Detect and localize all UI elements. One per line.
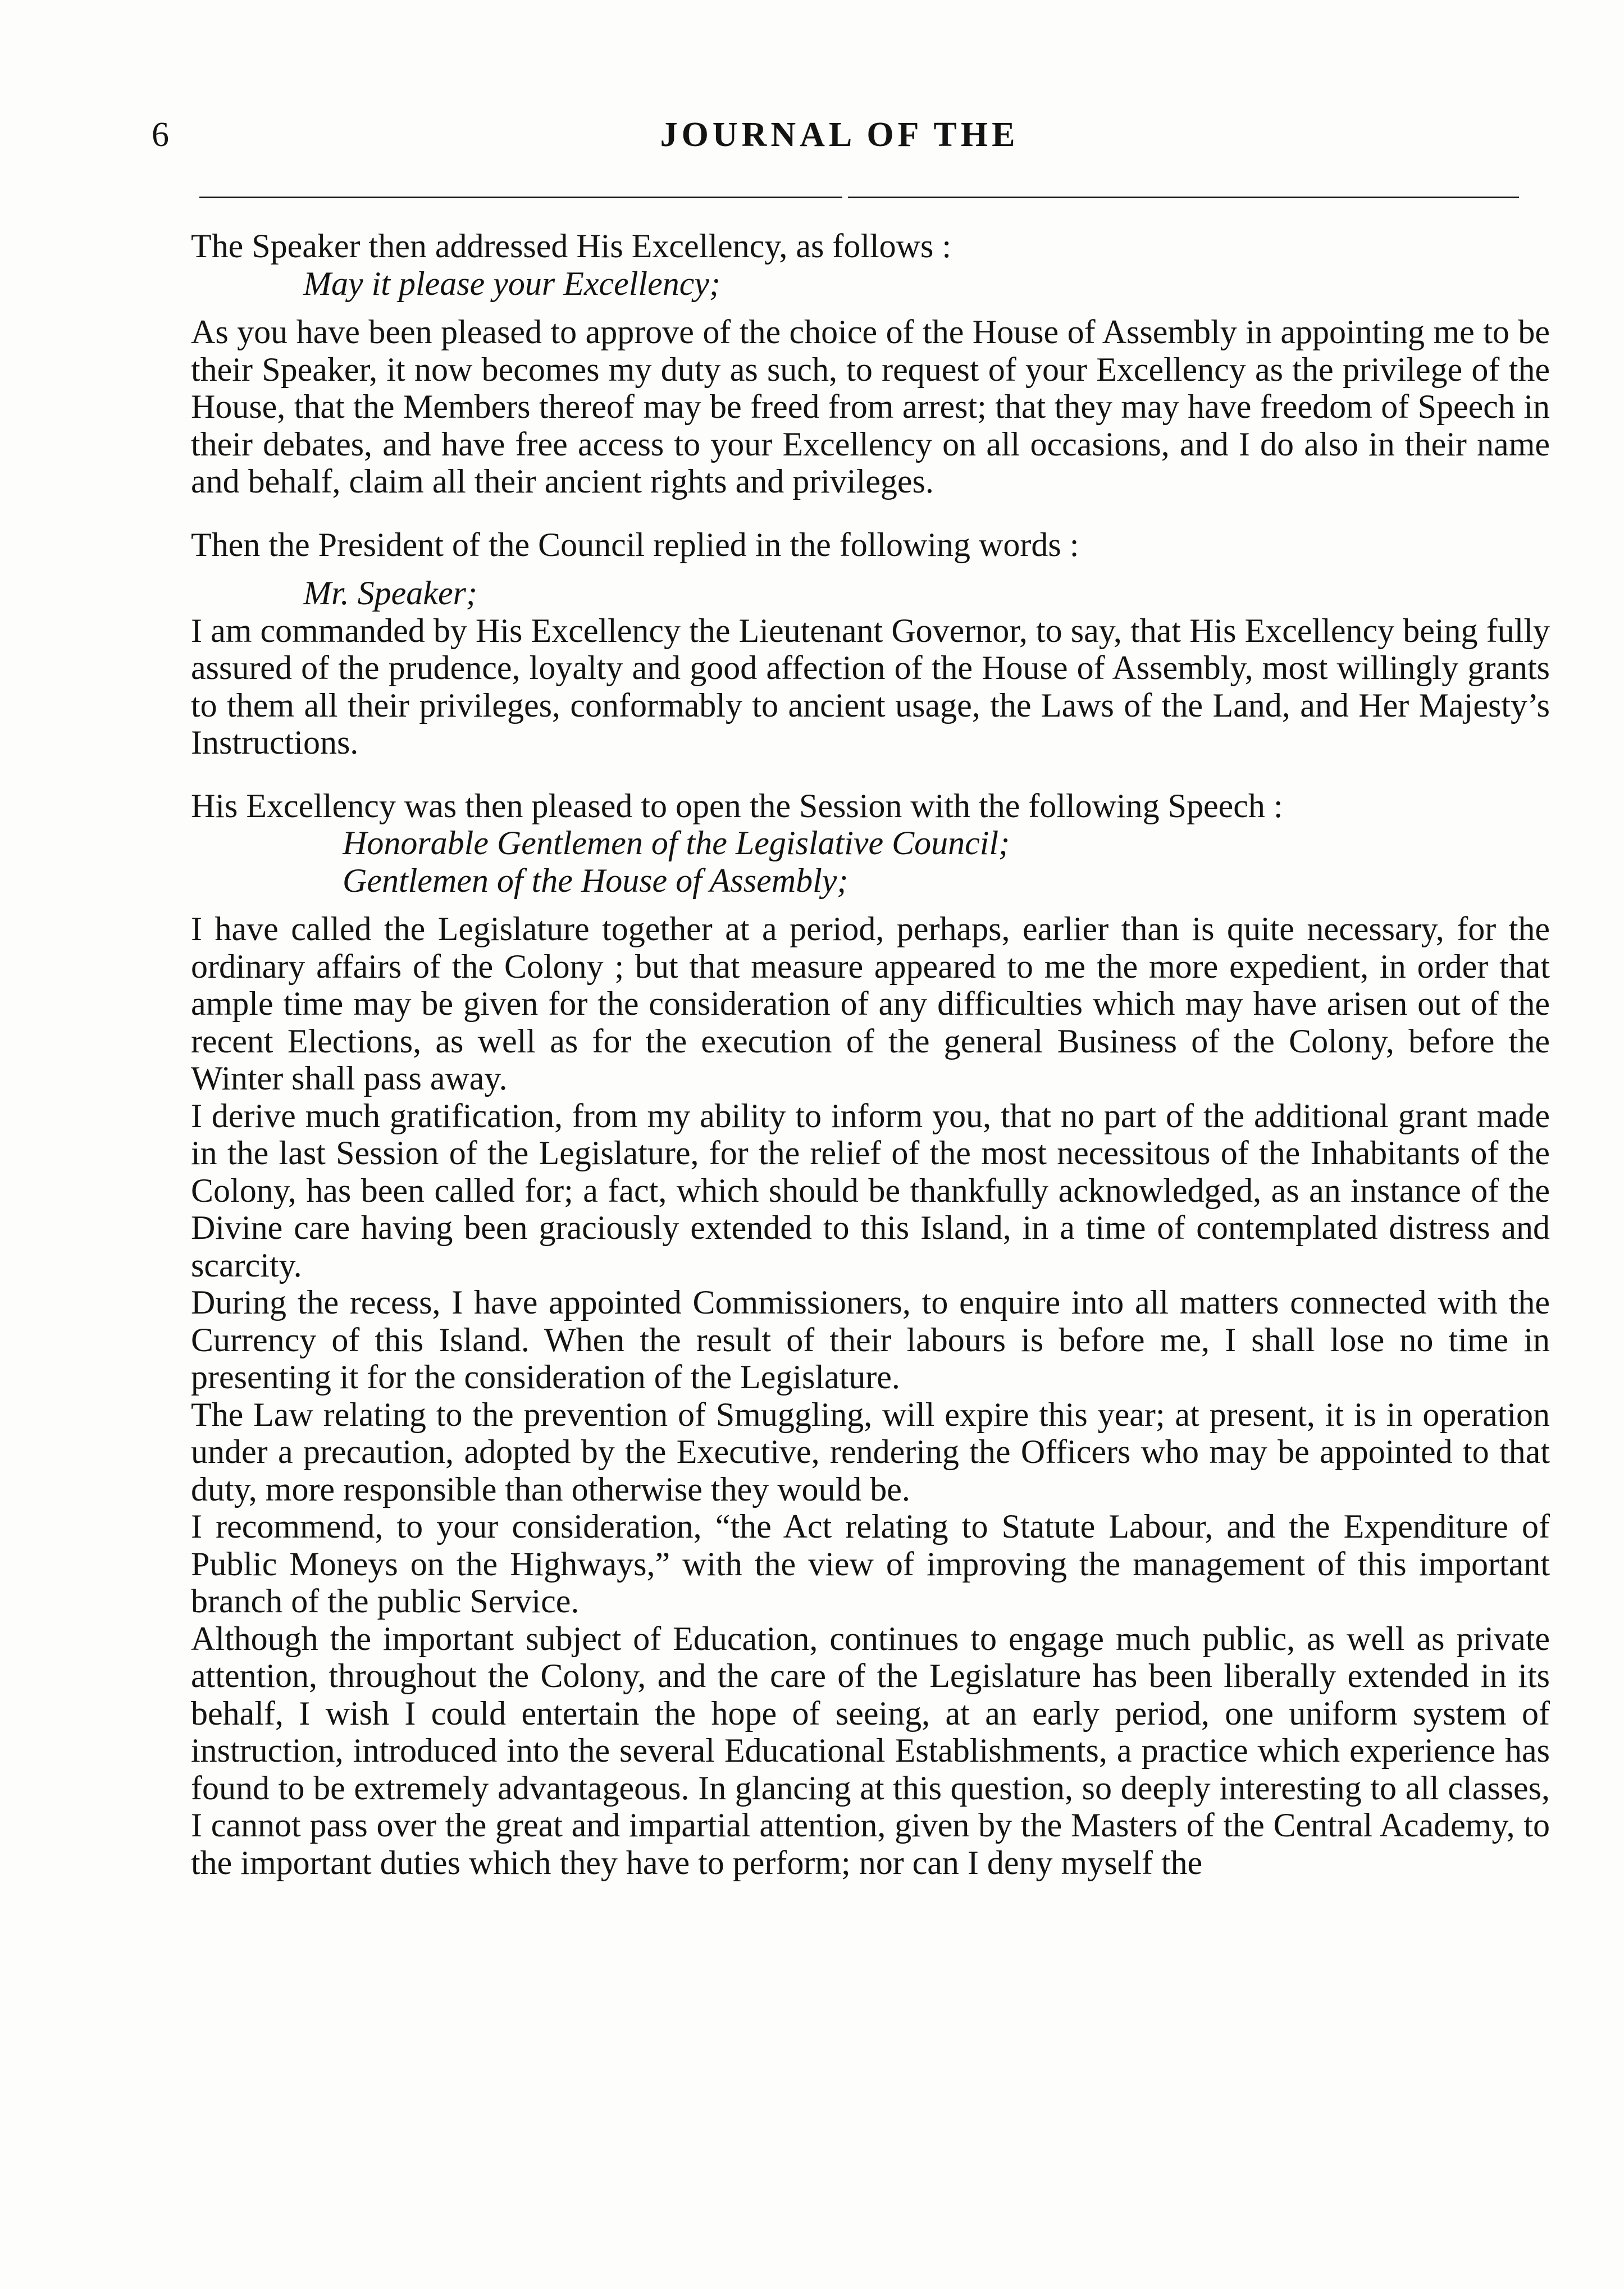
header-rule-left bbox=[199, 197, 842, 198]
speech-paragraph: Although the important subject of Education, continues to engage much public, as well as private attention, throughout the Colony, and the care of the Legislature has been liberally extended in its behalf, I wish I could entertain the hope of seeing, at an early period, one uniform system of instruction, introduced into the several Educational Establishments, a practice which experience has found to be extremely advantageous. In glancing at this question, so deeply interesting to all classes, I cannot pass over the great and impartial attention, given by the Masters of the Central Academy, to the important duties which they have to perform; nor can I deny myself the bbox=[191, 1620, 1550, 1881]
running-head: JOURNAL OF THE bbox=[660, 116, 1019, 154]
page-number: 6 bbox=[152, 116, 169, 154]
speech-paragraph: During the recess, I have appointed Commissioners, to enquire into all matters connected with the Currency of this Island. When the result of their labours is before me, I shall lose no time in presenting it for the consideration of the Legislature. bbox=[191, 1284, 1550, 1396]
speaker-speech: As you have been pleased to approve of the choice of the House of Assembly in appointing me to be their Speaker, it now becomes my duty as such, to request of your Excellency as the privilege of the House, that the Members thereof may be freed from arrest; that they may have freedom of Speech in their debates, and have free access to your Excellency on all occasions, and I do also in their name and behalf, claim all their ancient rights and privileges. bbox=[191, 313, 1550, 500]
governor-salutation-assembly: Gentlemen of the House of Assembly; bbox=[343, 861, 849, 899]
page-header bbox=[152, 112, 1527, 168]
president-salutation: Mr. Speaker; bbox=[303, 574, 477, 612]
header-rule-right bbox=[848, 197, 1519, 198]
speech-paragraph: The Law relating to the prevention of Smuggling, will expire this year; at present, it is in operation under a precaution, adopted by the Executive, rendering the Officers who may be appointed to that duty, more responsible than otherwise they would be. bbox=[191, 1396, 1550, 1508]
speaker-addressed-line: The Speaker then addressed His Excellency, as follows : bbox=[191, 227, 952, 265]
president-reply-intro: Then the President of the Council replied in the following words : bbox=[191, 526, 1079, 563]
body-text bbox=[191, 227, 1550, 1881]
president-reply-text: I am commanded by His Excellency the Lieutenant Governor, to say, that His Excellency being fully assured of the prudence, loyalty and good affection of the House of Assembly, most willingly grants to them all their privileges, conformably to ancient usage, the Laws of the Land, and Her Majesty’s Instructions. bbox=[191, 612, 1550, 761]
speech-paragraph: I recommend, to your consideration, “the Act relating to Statute Labour, and the Expenditure of Public Moneys on the Highways,” with the view of improving the management of this important branch of the public Service. bbox=[191, 1508, 1550, 1620]
speaker-salutation: May it please your Excellency; bbox=[303, 265, 720, 302]
speech-paragraph: I derive much gratification, from my ability to inform you, that no part of the additional grant made in the last Session of the Legislature, for the relief of the most necessitous of the Inhabitants of the Colony, has been called for; a fact, which should be thankfully acknowledged, as an instance of the Divine care having been graciously extended to this Island, in a time of contemplated distress and scarcity. bbox=[191, 1097, 1550, 1284]
speech-paragraph: I have called the Legislature together at a period, perhaps, earlier than is quite necessary, for the ordinary affairs of the Colony ; but that measure appeared to me the more expedient, in order that ample time may be given for the consideration of any difficulties which may have arisen out of the recent Elections, as well as for the execution of the general Business of the Colony, before the Winter shall pass away. bbox=[191, 910, 1550, 1097]
governor-salutation-council: Honorable Gentlemen of the Legislative Council; bbox=[343, 824, 1010, 861]
governor-speech-intro: His Excellency was then pleased to open the Session with the following Speech : bbox=[191, 787, 1283, 824]
